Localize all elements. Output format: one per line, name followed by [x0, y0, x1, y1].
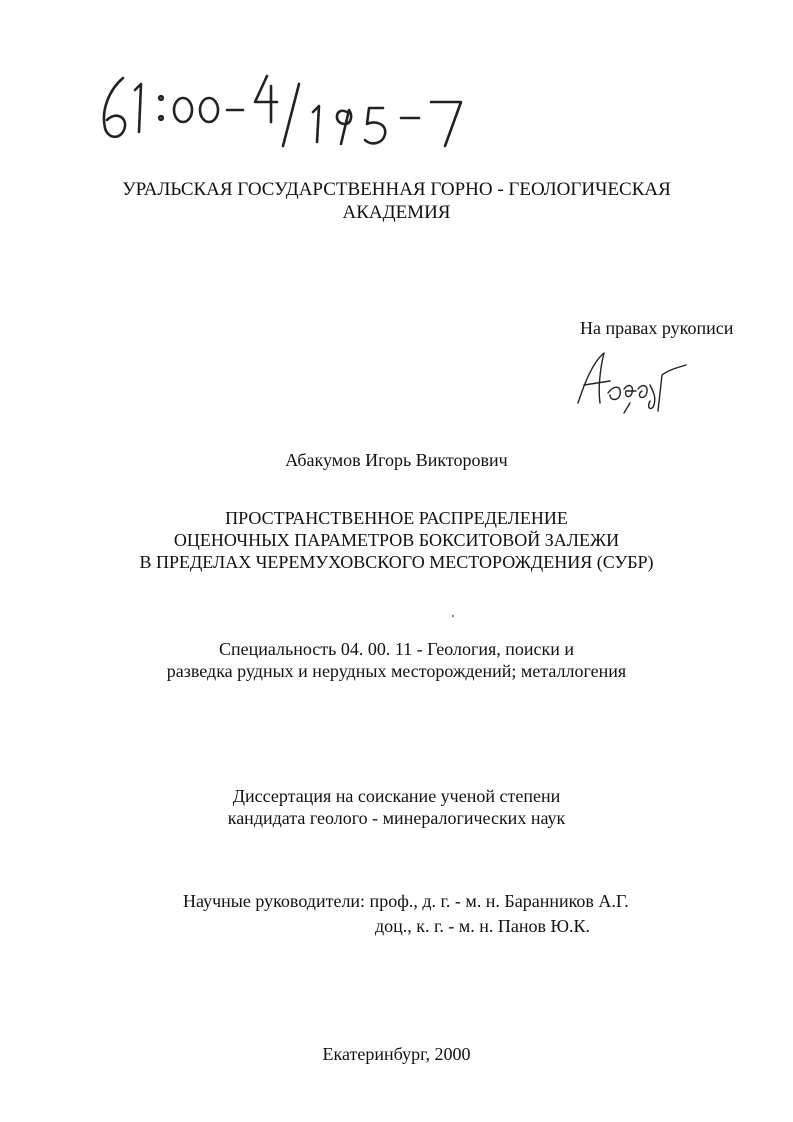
dissertation-title — [0, 507, 793, 573]
author-name — [0, 449, 793, 471]
advisor-line-1: Научные руководители: проф., д. г. - м. н. Баранников А.Г. — [183, 891, 629, 911]
institution-line-2: АКАДЕМИЯ — [342, 202, 451, 223]
advisor-line-2: доц., к. г. - м. н. Панов Ю.К. — [375, 916, 591, 936]
title-line-1: ПРОСТРАНСТВЕННОЕ РАСПРЕДЕЛЕНИЕ — [225, 508, 568, 528]
city-year — [0, 1043, 793, 1065]
city-year-text: Екатеринбург, 2000 — [322, 1044, 471, 1064]
degree-statement — [0, 785, 793, 829]
scan-speck — [452, 615, 454, 617]
degree-line-2: кандидата геолого - минералогических наук — [227, 808, 566, 828]
specialty — [0, 638, 793, 682]
specialty-line-2: разведка рудных и нерудных месторождений; металлогения — [166, 661, 627, 681]
scientific-advisors — [183, 889, 629, 939]
title-line-3: В ПРЕДЕЛАХ ЧЕРЕМУХОВСКОГО МЕСТОРОЖДЕНИЯ (СУБР) — [139, 552, 654, 572]
manuscript-rights: На правах рукописи — [580, 318, 734, 338]
author-signature — [570, 345, 690, 415]
handwritten-archive-number — [95, 72, 475, 152]
degree-line-1: Диссертация на соискание ученой степени — [232, 786, 561, 806]
title-line-2: ОЦЕНОЧНЫХ ПАРАМЕТРОВ БОКСИТОВОЙ ЗАЛЕЖИ — [173, 530, 620, 550]
specialty-line-1: Специальность 04. 00. 11 - Геология, поиски и — [218, 639, 575, 659]
institution-line-1: УРАЛЬСКАЯ ГОСУДАРСТВЕННАЯ ГОРНО - ГЕОЛОГИЧЕСКАЯ — [122, 179, 671, 200]
author-name-text: Абакумов Игорь Викторович — [285, 450, 508, 470]
institution-name — [0, 178, 793, 224]
